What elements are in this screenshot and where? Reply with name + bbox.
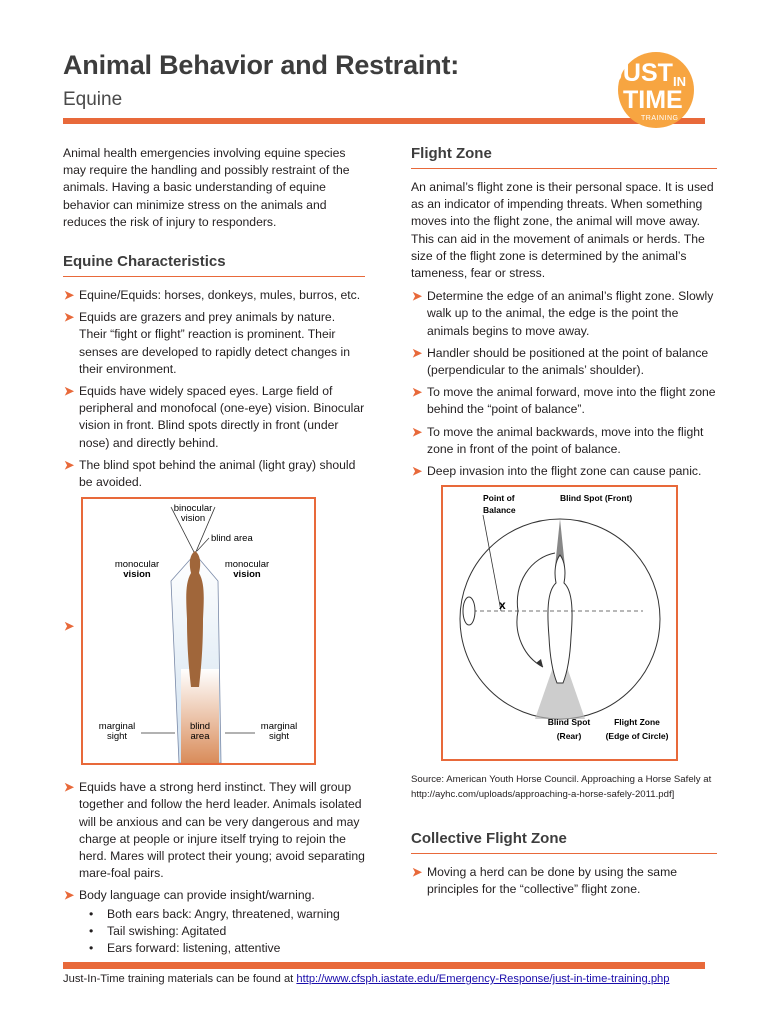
svg-text:(Edge of Circle): (Edge of Circle) — [605, 731, 669, 742]
logo-in: IN — [673, 74, 686, 89]
svg-text:Blind Spot: Blind Spot — [547, 717, 591, 728]
list-item: • Tail swishing: Agitated — [89, 923, 227, 938]
svg-text:marginal: marginal — [260, 721, 298, 733]
svg-text:monocular: monocular — [224, 559, 270, 571]
svg-text:monocular: monocular — [114, 559, 160, 571]
footer-text: Just-In-Time training materials can be found at — [63, 973, 297, 985]
svg-text:sight: sight — [106, 731, 128, 743]
collective-list — [411, 864, 717, 898]
flight-zone-intro: An animal’s flight zone is their personal space. It is used as an indicator of impending threats. When something moves into the flight zone, the animal will move away. This can aid in the movement of animals or herds. The size of the flight zone is determined by the animal’s tameness, fear or stress. — [411, 180, 714, 281]
list-item: ➤ Equine/Equids: horses, donkeys, mules, burros, etc. — [63, 287, 365, 304]
page-title: Animal Behavior and Restraint: — [63, 50, 460, 80]
svg-text:blind area: blind area — [211, 533, 253, 545]
footer — [63, 973, 669, 985]
chevron-right-icon: ➤ — [412, 424, 423, 439]
footer-link[interactable]: http://www.cfsph.iastate.edu/Emergency-Response/just-in-time-training.php — [296, 973, 670, 985]
flight-zone-heading: Flight Zone — [411, 145, 717, 169]
body-language-list — [79, 906, 365, 958]
logo-just: JUST — [609, 59, 673, 87]
svg-text:(Rear): (Rear) — [556, 731, 582, 742]
horse-vision-diagram — [83, 499, 314, 763]
chevron-right-icon: ➤ — [412, 345, 423, 360]
list-item: ➤ Equids have widely spaced eyes. Large field of peripheral and monofocal (one-eye) vision. Binocular vision in front. Blind spots directly in front (under nose) and directly behind. — [64, 384, 365, 450]
characteristics-list — [63, 287, 365, 491]
chevron-right-icon: ➤ — [64, 457, 75, 472]
list-item: ➤ Body language can provide insight/warning. • Both ears back: Angry, threatened, warning • Tail swishing: Agitated • Ears forward: listening, attentive — [63, 887, 365, 957]
svg-text:blind: blind — [189, 721, 211, 733]
chevron-right-icon: ➤ — [64, 288, 75, 303]
vision-figure-row — [63, 497, 365, 767]
svg-text:x: x — [499, 598, 506, 613]
collective-flight-zone-heading: Collective Flight Zone — [411, 830, 717, 854]
just-in-time-logo — [603, 48, 697, 130]
list-item: ➤ Deep invasion into the flight zone can cause panic. — [411, 463, 717, 480]
svg-text:marginal: marginal — [98, 721, 136, 733]
chevron-right-icon: ➤ — [64, 619, 75, 634]
chevron-right-icon: ➤ — [64, 888, 75, 903]
chevron-right-icon: ➤ — [412, 865, 423, 880]
list-item: ➤ Handler should be positioned at the point of balance (perpendicular to the animals’ shoulder). — [412, 345, 709, 378]
page-subtitle: Equine — [63, 89, 123, 110]
svg-text:Blind Spot (Front): Blind Spot (Front) — [560, 493, 633, 504]
svg-text:Flight Zone: Flight Zone — [614, 717, 660, 728]
list-item: ➤ Equids are grazers and prey animals by nature. Their “fight or flight” reaction is prominent. Their senses are developed to rapidly detect changes in their environment. — [64, 310, 351, 376]
left-column — [63, 145, 365, 957]
right-column — [411, 145, 717, 904]
flight-zone-list — [411, 288, 717, 480]
svg-text:area: area — [190, 731, 210, 743]
logo-time: TIME — [623, 86, 683, 114]
rear-blind-area-shape — [181, 669, 219, 763]
svg-text:vision: vision — [233, 569, 261, 581]
svg-text:vision: vision — [123, 569, 151, 581]
chevron-right-icon: ➤ — [412, 464, 423, 479]
chevron-right-icon: ➤ — [64, 780, 75, 795]
logo-training: TRAINING — [641, 115, 679, 122]
handler-figure — [463, 597, 475, 625]
equine-characteristics-heading: Equine Characteristics — [63, 253, 365, 277]
intro-paragraph: Animal health emergencies involving equine species may require the handling and possibly restraint of the animals. Having a basic understanding of equine behavior can minimize stress on the animals and reduces the risk of injury to responders. — [63, 146, 350, 229]
horse-top-view — [548, 555, 572, 683]
svg-text:sight: sight — [268, 731, 290, 743]
chevron-right-icon: ➤ — [64, 310, 75, 325]
list-item: ➤ Determine the edge of an animal’s flight zone. Slowly walk up to the animal, the edge is the point the animals begins to move away. — [412, 289, 714, 338]
footer-divider — [63, 962, 705, 969]
figure-source: Source: American Youth Horse Council. Approaching a Horse Safely at http://ayhc.com/uploads/approaching-a-horse-safely-2011.pdf] — [411, 774, 712, 800]
flight-zone-diagram — [443, 487, 676, 759]
chevron-right-icon: ➤ — [412, 385, 423, 400]
list-item: ➤ Moving a herd can be done by using the same principles for the “collective” flight zone. — [412, 865, 678, 897]
svg-text:binocular: binocular — [173, 503, 213, 515]
chevron-right-icon: ➤ — [412, 289, 423, 304]
chevron-right-icon: ➤ — [64, 384, 75, 399]
horse-vision-figure — [81, 497, 316, 765]
svg-text:Point of: Point of — [483, 493, 515, 504]
list-item: • Both ears back: Angry, threatened, warning — [89, 906, 340, 921]
list-item: ➤ To move the animal forward, move into the flight zone behind the “point of balance”. — [412, 385, 716, 417]
list-item: ➤ The blind spot behind the animal (light gray) should be avoided. — [64, 457, 356, 490]
list-item: ➤ To move the animal backwards, move into the flight zone in front of the point of balance. — [412, 424, 704, 456]
flight-zone-figure — [441, 485, 678, 761]
svg-text:Balance: Balance — [483, 505, 516, 516]
herd-list — [63, 779, 365, 957]
svg-text:vision: vision — [180, 513, 206, 525]
list-item: ➤ Equids have a strong herd instinct. They will group together and follow the herd leader. Animals isolated will be anxious and can be very dangerous and may charge at people or injure itself trying to rejoin the herd. Mares will protect their young; avoid separating mare-foal pairs. — [64, 780, 365, 881]
list-item: • Ears forward: listening, attentive — [89, 941, 281, 956]
